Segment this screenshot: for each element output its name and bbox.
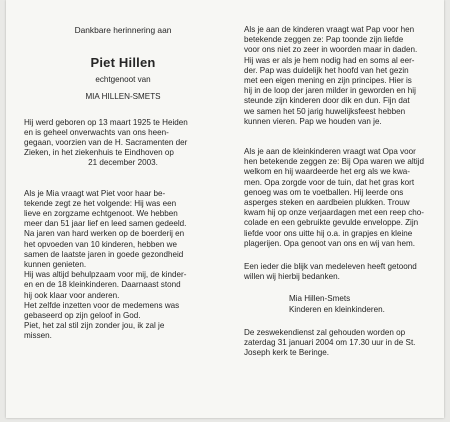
- signature-block: [244, 294, 440, 314]
- text-line: asperges steken en aardbeien plukken. Trouw: [244, 198, 410, 208]
- text-line: colade en een gebruikte gevulde enveloppe. Zijn: [244, 218, 419, 228]
- text-line: welkom en hij waardeerde het erg als we kwa-: [244, 167, 411, 177]
- mia-paragraph: [24, 189, 222, 342]
- text-line: voor ons niet zo zeer in woorden maar in daden.: [244, 45, 418, 55]
- text-line: Joseph kerk te Beringe.: [244, 348, 330, 358]
- text-line: lieve en zorgzame echtgenoot. We hebben: [24, 209, 178, 219]
- text-line: samen de laatste jaren in goede gezondheid: [24, 249, 184, 259]
- text-line: missen.: [24, 331, 52, 341]
- children-paragraph: [244, 25, 440, 127]
- text-line: hij in de loop der jaren milder in geworden en hij: [244, 86, 416, 96]
- text-line: Een ieder die blijk van medeleven heeft getoond: [244, 262, 417, 272]
- text-line: Het zelfde inzetten voor de medemens was: [24, 300, 180, 310]
- text-line: kunnen genieten.: [24, 260, 87, 270]
- left-column: [24, 0, 222, 342]
- text-line: hij ook klaar voor anderen.: [24, 290, 120, 300]
- text-line: Piet, het zal stil zijn zonder jou, ik zal je: [24, 321, 165, 331]
- text-line: der. Pap was duidelijk het hoofd van het gezin: [244, 65, 409, 75]
- memorial-card: [6, 0, 444, 418]
- text-line: steunde zijn kinderen door dik en dun. Fijn dat: [244, 96, 410, 106]
- text-line: Als je aan de kinderen vraagt wat Pap voor hen: [244, 25, 415, 34]
- thanks-paragraph: [244, 262, 440, 282]
- text-line: De zeswekendienst zal gehouden worden op: [244, 327, 406, 337]
- text-line: genoeg was om te voetballen. Hij leerde ons: [244, 187, 404, 197]
- text-line: we samen het 50 jarig huwelijksfeest hebben: [244, 106, 406, 116]
- mass-paragraph: [244, 328, 440, 359]
- grandchildren-paragraph: [244, 147, 440, 249]
- relation-text: echtgenoot van: [95, 75, 151, 85]
- text-line: Hij werd geboren op 13 maart 1925 te Heiden: [24, 117, 188, 127]
- text-line: Hij was altijd behulpzaam voor mij, de kinder-: [24, 270, 187, 280]
- text-line: gebaseerd op zijn geloof in God.: [24, 311, 141, 321]
- card-heading: Dankbare herinnering aan: [74, 25, 172, 35]
- text-line: met een eigen mening en zijn principes. Hier is: [244, 76, 412, 86]
- text-line: gegaan, voorzien van de H. Sacramenten der: [24, 138, 188, 148]
- text-line: en is geheel onverwachts van ons heen-: [24, 127, 169, 137]
- text-line: 21 december 2003.: [88, 158, 158, 168]
- text-line: willen wij hierbij bedanken.: [244, 272, 340, 282]
- text-line: meer dan 51 jaar lief en leed samen gedeeld.: [24, 219, 187, 229]
- signature-line: Kinderen en kleinkinderen.: [289, 304, 385, 314]
- text-line: kwam hij op onze verjaardagen met een reep cho-: [244, 208, 424, 218]
- birth-paragraph: [24, 118, 222, 169]
- deceased-name: Piet Hillen: [90, 55, 156, 71]
- text-line: hen betekende zeggen ze: Bij Opa waren we altijd: [244, 157, 424, 167]
- text-line: betekende zeggen ze: Pap toonde zijn liefde: [244, 35, 404, 45]
- spouse-name: MIA HILLEN-SMETS: [85, 92, 161, 102]
- signature-line: Mia Hillen-Smets: [289, 294, 351, 304]
- text-line: Als je aan de kleinkinderen vraagt wat Opa voor: [244, 147, 416, 157]
- text-line: Als je Mia vraagt wat Piet voor haar be-: [24, 188, 166, 198]
- text-line: plagerijen. Opa genoot van ons en wij van hem.: [244, 238, 415, 248]
- text-line: zaterdag 31 januari 2004 om 17.30 uur in de St.: [244, 338, 416, 348]
- text-line: het opvoeden van 10 kinderen, hebben we: [24, 239, 178, 249]
- text-line: Na jaren van hard werken op de boerderij en: [24, 229, 185, 239]
- text-line: en en de 18 kleinkinderen. Daarnaast stond: [24, 280, 181, 290]
- right-column: [244, 0, 440, 358]
- text-line: tekende zegt ze het volgende: Hij was een: [24, 198, 177, 208]
- text-line: liefde voor ons uitte hij o.a. in grapjes en kleine: [244, 228, 413, 238]
- text-line: Zieken, in het ziekenhuis te Eindhoven op: [24, 148, 174, 158]
- text-line: Hij was er als je hem nodig had en soms al eer-: [244, 55, 415, 65]
- text-line: kunnen vieren. Pap we houden van je.: [244, 116, 382, 126]
- text-line: men. Opa zorgde voor de tuin, dat het gras kort: [244, 177, 415, 187]
